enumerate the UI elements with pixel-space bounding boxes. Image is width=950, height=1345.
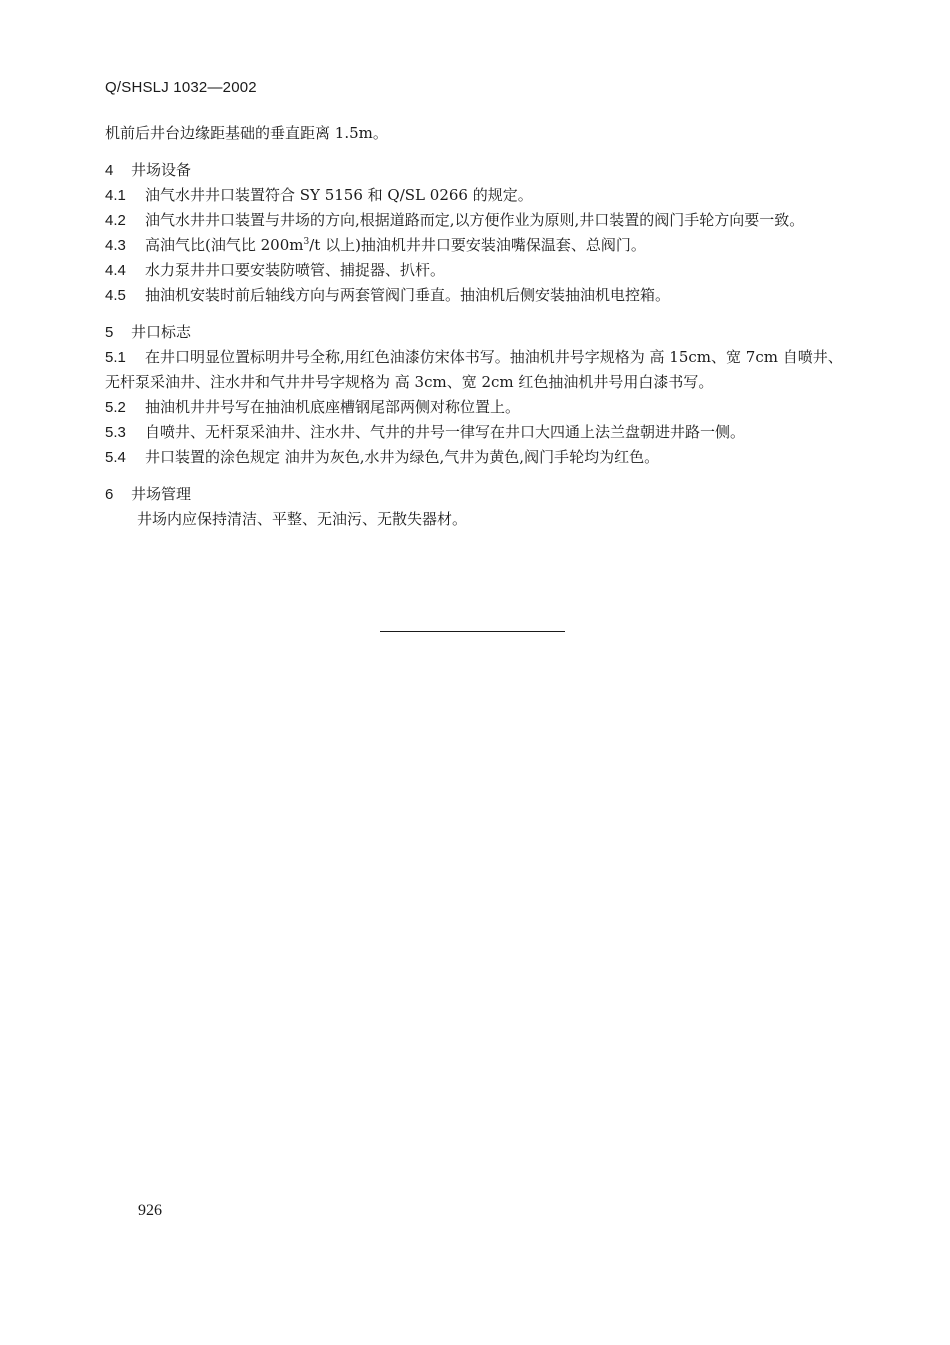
clause-text: 在井口明显位置标明井号全称,用红色油漆仿宋体书写。抽油机井号字规格为 高 15cm、宽 7cm 自喷井、无杆泵采油井、注水井和气井井号字规格为 高 3cm、宽 2cm 红色抽油机井号用白漆书写。	[105, 348, 843, 391]
superscript: 3	[303, 237, 310, 247]
document-code: Q/SHSLJ 1032—2002	[105, 79, 257, 96]
end-rule	[380, 631, 565, 632]
clause-5-2	[105, 395, 845, 420]
section-6-body: 井场内应保持清洁、平整、无油污、无散失器材。	[137, 510, 468, 528]
clause-text: 水力泵井井口要安装防喷管、捕捉器、扒杆。	[145, 261, 446, 279]
clause-4-4	[105, 258, 845, 283]
clause-number: 4.4	[105, 262, 126, 279]
clause-number: 5.4	[105, 449, 126, 466]
section-number: 6	[105, 486, 114, 503]
clause-number: 4.2	[105, 212, 126, 229]
clause-number: 4.5	[105, 287, 126, 304]
intro-line: 机前后井台边缘距基础的垂直距离 1.5m。	[105, 124, 388, 142]
clause-text: 自喷井、无杆泵采油井、注水井、气井的井号一律写在井口大四通上法兰盘朝进井路一侧。	[145, 423, 746, 441]
clause-text: 井口装置的涂色规定 油井为灰色,水井为绿色,气井为黄色,阀门手轮均为红色。	[145, 448, 660, 466]
clause-4-2	[105, 208, 845, 233]
clause-number: 5.2	[105, 399, 126, 416]
section-title: 井场设备	[131, 161, 192, 179]
clause-5-3	[105, 420, 845, 445]
page-number: 926	[138, 1202, 162, 1219]
clause-text: 油气水井井口装置符合 SY 5156 和 Q/SL 0266 的规定。	[145, 186, 533, 204]
clause-text: 高油气比(油气比 200m	[145, 236, 304, 254]
section-heading-5	[105, 320, 845, 345]
clause-4-3	[105, 233, 845, 258]
document-body	[105, 121, 845, 532]
clause-5-1	[105, 345, 845, 395]
clause-number: 4.3	[105, 237, 126, 254]
clause-5-4	[105, 445, 845, 470]
clause-number: 4.1	[105, 187, 126, 204]
section-title: 井场管理	[131, 485, 192, 503]
section-heading-4	[105, 158, 845, 183]
clause-4-5	[105, 283, 845, 308]
clause-text: /t 以上)抽油机井井口要安装油嘴保温套、总阀门。	[309, 236, 646, 254]
clause-4-1	[105, 183, 845, 208]
clause-text: 抽油机安装时前后轴线方向与两套管阀门垂直。抽油机后侧安装抽油机电控箱。	[145, 286, 671, 304]
clause-number: 5.1	[105, 349, 126, 366]
section-title: 井口标志	[131, 323, 192, 341]
clause-text: 油气水井井口装置与井场的方向,根据道路而定,以方便作业为原则,井口装置的阀门手轮方向要一致。	[145, 211, 805, 229]
section-number: 4	[105, 162, 114, 179]
section-number: 5	[105, 324, 114, 341]
clause-text: 抽油机井井号写在抽油机底座槽钢尾部两侧对称位置上。	[145, 398, 521, 416]
section-heading-6	[105, 482, 845, 507]
clause-number: 5.3	[105, 424, 126, 441]
